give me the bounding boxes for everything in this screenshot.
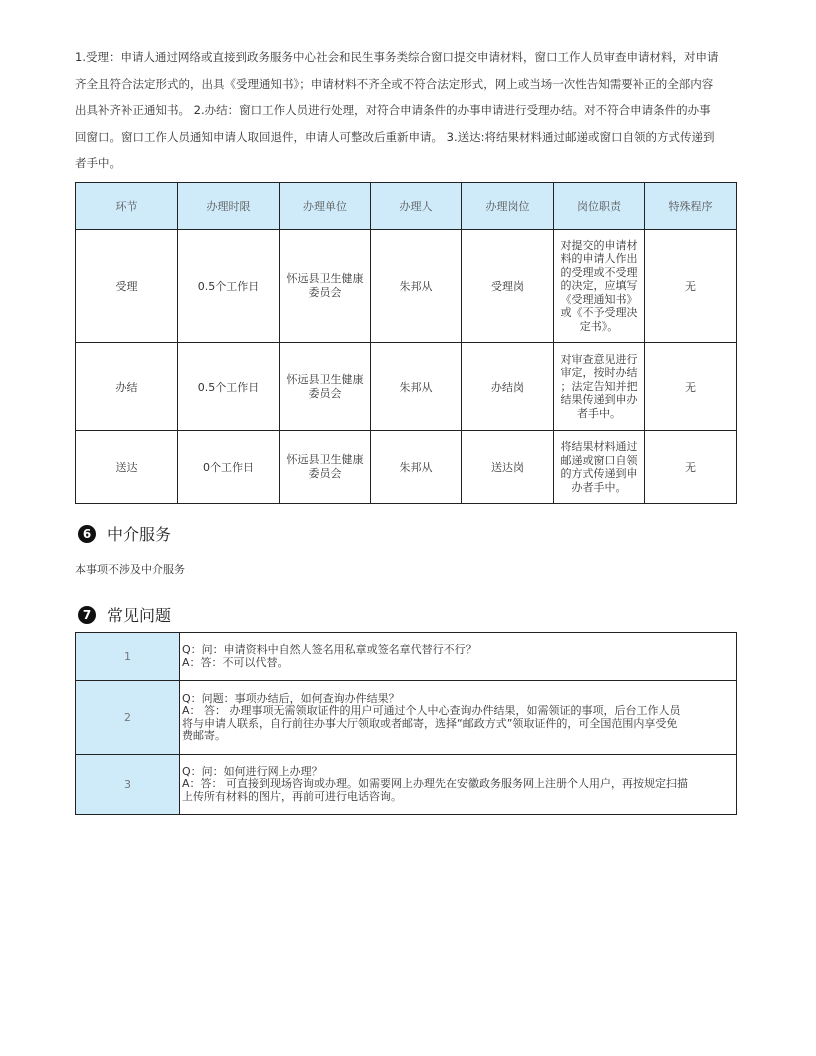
- duty-line: 的受理或不受理: [560, 265, 638, 279]
- cell-duty: [554, 431, 645, 504]
- duty-line: 邮递或窗口自领: [560, 453, 638, 467]
- header-step: 环节: [76, 183, 178, 230]
- header-post: 办理岗位: [462, 183, 554, 230]
- header-duty: 岗位职责: [554, 183, 645, 230]
- header-special: 特殊程序: [645, 183, 737, 230]
- number-7-icon: 7: [78, 606, 96, 624]
- duty-line: 或《不予受理决: [560, 306, 638, 320]
- duty-line: 料的申请人作出: [560, 252, 638, 266]
- section-title: 中介服务: [107, 525, 172, 544]
- intro-line: 出具补齐补正通知书。 2.办结：窗口工作人员进行处理，对符合申请条件的办事申请进行受理办结。对不符合申请条件的办事: [75, 103, 711, 117]
- faq-content: [180, 681, 737, 755]
- header-time-limit: 办理时限: [178, 183, 280, 230]
- unit-line: 怀远县卫生健康: [286, 372, 364, 386]
- cell-step: 送达: [76, 431, 178, 504]
- unit-line: 委员会: [308, 467, 342, 480]
- cell-time-limit: 0.5个工作日: [178, 343, 280, 431]
- cell-time-limit: 0个工作日: [178, 431, 280, 504]
- duty-line: ；法定告知并把: [560, 379, 638, 393]
- faq-index: 2: [76, 681, 180, 755]
- unit-line: 委员会: [308, 386, 342, 400]
- faq-line: Q：问：如何进行网上办理？: [182, 764, 323, 778]
- intro-line: 齐全且符合法定形式的，出具《受理通知书》；申请材料不齐全或不符合法定形式，网上或当场一次性告知需要补正的全部内容: [75, 76, 714, 91]
- cell-step: 受理: [76, 230, 178, 343]
- cell-post: 受理岗: [462, 230, 554, 343]
- cell-special: 无: [645, 431, 737, 504]
- cell-unit: [280, 343, 371, 431]
- cell-special: 无: [645, 343, 737, 431]
- intro-line: 1.受理：申请人通过网络或直接到政务服务中心社会和民生事务类综合窗口提交申请材料，窗口工作人员审查申请材料，对申请: [75, 50, 719, 64]
- faq-content: [180, 633, 737, 681]
- header-handler: 办理人: [371, 183, 462, 230]
- duty-line: 将结果材料通过: [560, 440, 638, 453]
- faq-row: [76, 755, 737, 815]
- duty-line: 对提交的申请材: [560, 238, 638, 252]
- faq-line: Q：问题：事项办结后，如何查询办件结果？: [182, 691, 400, 705]
- cell-special: 无: [645, 230, 737, 343]
- faq-line: A：答：不可以代替。: [182, 655, 289, 669]
- unit-line: 怀远县卫生健康: [286, 272, 364, 285]
- process-description: [75, 44, 740, 177]
- cell-post: 送达岗: [462, 431, 554, 504]
- unit-line: 怀远县卫生健康: [286, 453, 364, 466]
- section-faq-heading: [78, 603, 171, 626]
- section-intermediary-heading: [78, 522, 171, 545]
- header-unit: 办理单位: [280, 183, 371, 230]
- faq-content: [180, 755, 737, 815]
- table-row: [76, 343, 737, 431]
- cell-unit: [280, 431, 371, 504]
- duty-line: 结果传递到申办: [560, 393, 638, 407]
- faq-line: 上传所有材料的图片，再前可进行电话咨询。: [182, 789, 402, 803]
- cell-handler: 朱邦从: [371, 431, 462, 504]
- duty-line: 《受理通知书》: [560, 292, 638, 306]
- faq-line: 费邮寄。: [182, 729, 226, 742]
- cell-step: 办结: [76, 343, 178, 431]
- table-row: [76, 431, 737, 504]
- table-row: [76, 230, 737, 343]
- unit-line: 委员会: [308, 286, 342, 299]
- faq-row: [76, 681, 737, 755]
- cell-duty: [554, 343, 645, 431]
- faq-index: 1: [76, 633, 180, 681]
- duty-line: 定书》。: [579, 319, 619, 333]
- cell-handler: 朱邦从: [371, 230, 462, 343]
- faq-line: A：答： 可直接到现场咨询或办理。如需要网上办理先在安徽政务服务网上注册个人用户，再按规定扫描: [182, 777, 689, 791]
- cell-handler: 朱邦从: [371, 343, 462, 431]
- faq-index: 3: [76, 755, 180, 815]
- duty-line: 审定，按时办结: [560, 366, 638, 380]
- faq-row: [76, 633, 737, 681]
- duty-line: 办者手中。: [571, 480, 627, 494]
- faq-line: 将与申请人联系，自行前往办事大厅领取或者邮寄，选择“邮政方式”领取证件的，可全国范围内享受免: [182, 716, 678, 730]
- duty-line: 对审查意见进行: [560, 352, 638, 366]
- section-title: 常见问题: [107, 606, 172, 625]
- table-header-row: [76, 183, 737, 230]
- cell-duty: [554, 230, 645, 343]
- intermediary-text: 本事项不涉及中介服务: [75, 563, 185, 576]
- intro-line: 回窗口。窗口工作人员通知申请人取回退件，申请人可整改后重新申请。 3.送达:将结果材料通过邮递或窗口自领的方式传递到: [75, 129, 715, 144]
- duty-line: 的方式传递到申: [560, 467, 638, 480]
- duty-line: 者手中。: [577, 406, 621, 420]
- process-table: [75, 182, 737, 504]
- number-6-icon: 6: [78, 525, 96, 543]
- cell-time-limit: 0.5个工作日: [178, 230, 280, 343]
- faq-line: Q：问：申请资料中自然人签名用私章或签名章代替行不行？: [182, 643, 477, 656]
- faq-line: A： 答： 办理事项无需领取证件的用户可通过个人中心查询办件结果，如需领证的事项，后台工作人员: [182, 704, 681, 717]
- faq-table: [75, 632, 737, 815]
- intro-line: 者手中。: [75, 156, 121, 170]
- cell-post: 办结岗: [462, 343, 554, 431]
- cell-unit: [280, 230, 371, 343]
- duty-line: 的决定，应填写: [560, 279, 638, 293]
